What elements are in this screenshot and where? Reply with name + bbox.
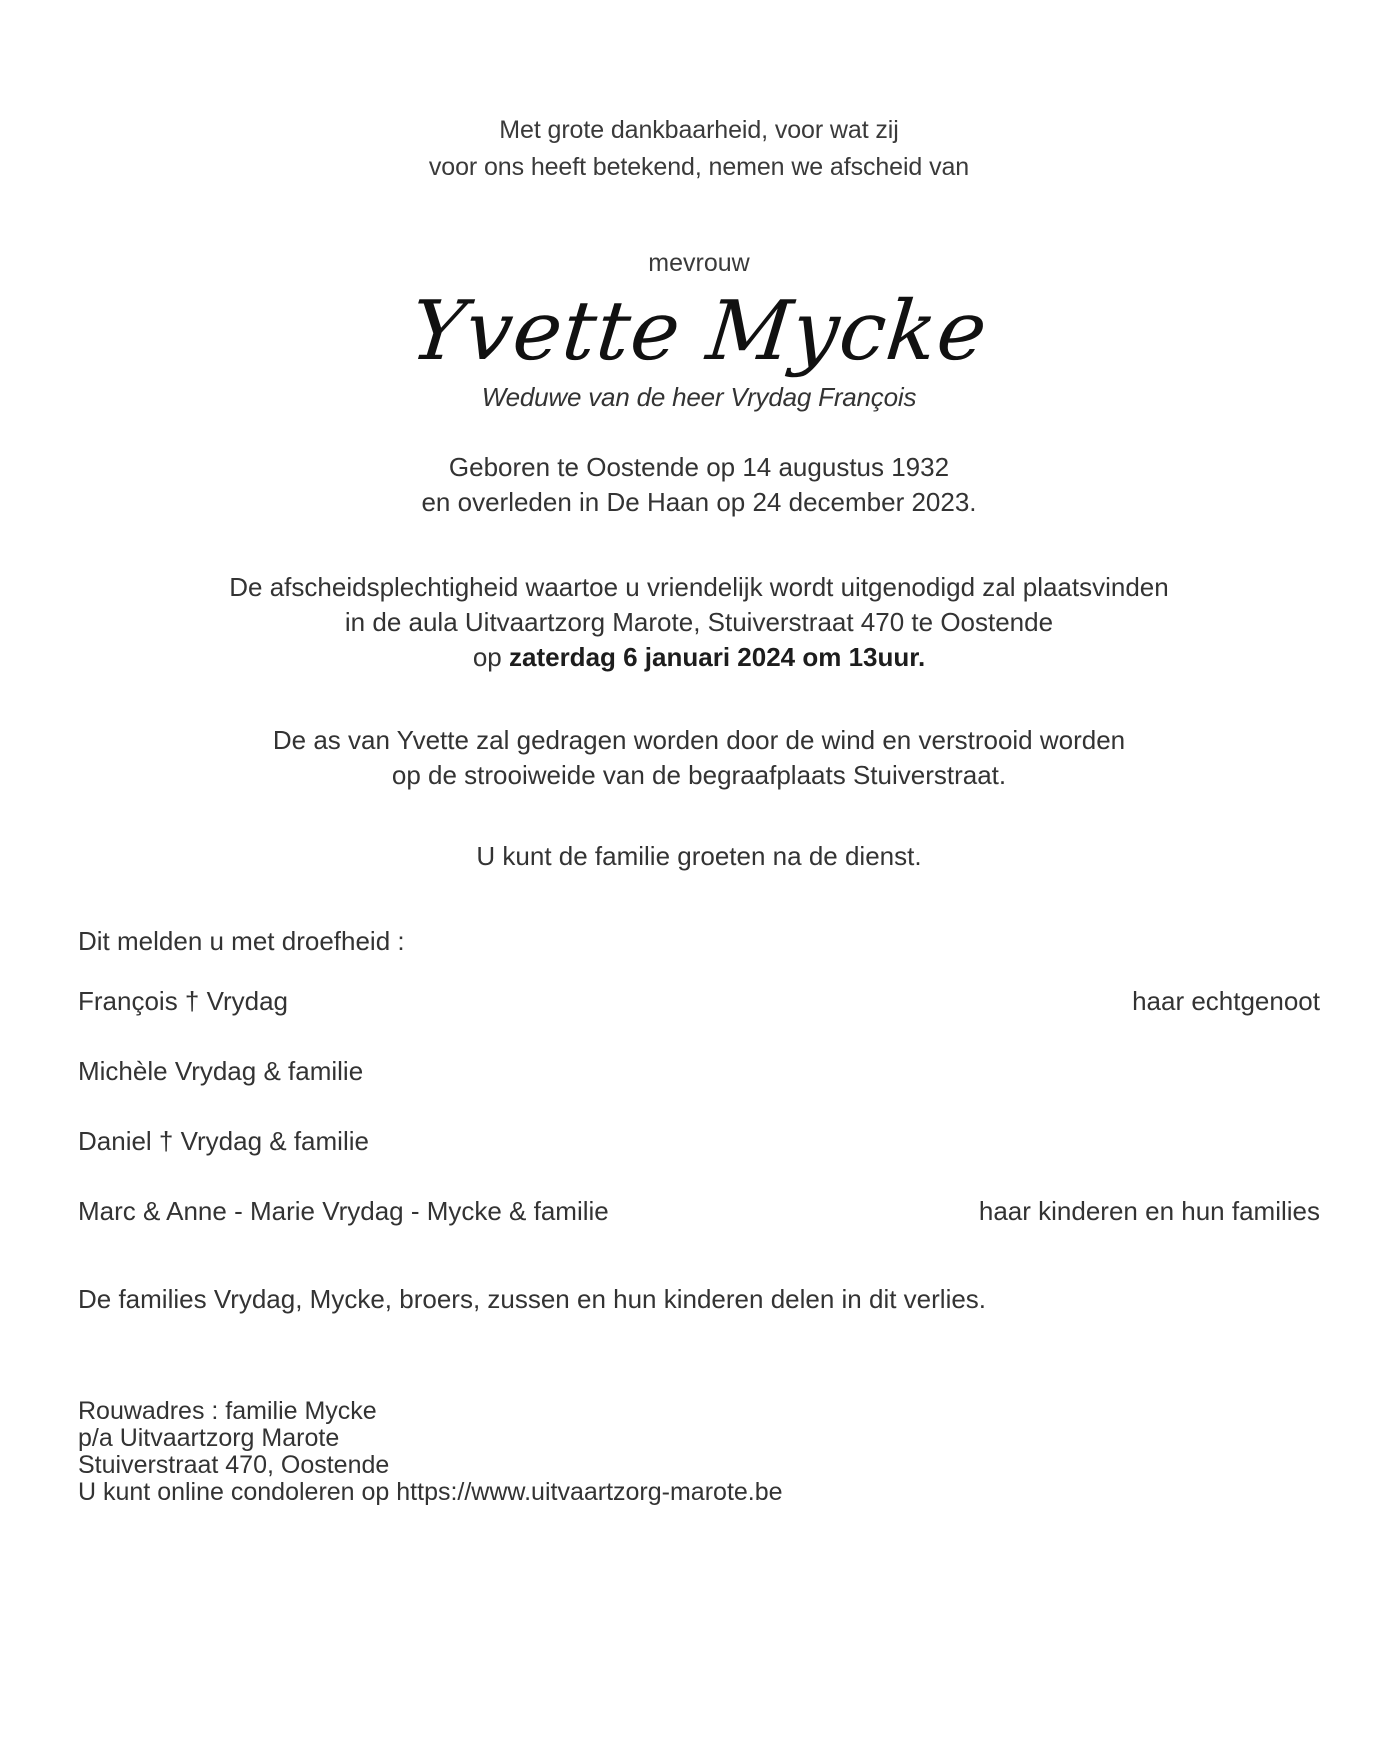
family-member-name: François † Vrydag [78, 986, 289, 1016]
deceased-full-name: Yvette Mycke [406, 284, 992, 379]
ceremony-line-1: De afscheidsplechtigheid waartoe u vriendelijk wordt uitgenodigd zal plaatsvinden [229, 572, 1169, 602]
ashes-details [78, 723, 1320, 793]
address-line-2: p/a Uitvaartzorg Marote [78, 1424, 340, 1452]
address-line-1: Rouwadres : familie Mycke [78, 1397, 377, 1425]
ashes-line-1: De as van Yvette zal gedragen worden door de wind en verstrooid worden [272, 725, 1126, 755]
family-member-name: Michèle Vrydag & familie [78, 1056, 364, 1086]
address-line-3: Stuiverstraat 470, Oostende [78, 1451, 390, 1479]
salutation: mevrouw [648, 249, 750, 277]
family-row [78, 1194, 1320, 1228]
ceremony-line-3 [78, 640, 1320, 675]
family-list [78, 984, 1320, 1228]
family-row [78, 1054, 1320, 1088]
announcement-intro: Dit melden u met droefheid : [78, 926, 405, 956]
address-line-4: U kunt online condoleren op https://www.uitvaartzorg-marote.be [78, 1478, 783, 1506]
greeting-note: U kunt de familie groeten na de dienst. [476, 841, 922, 871]
ceremony-prefix: op [472, 642, 509, 672]
family-member-role: haar kinderen en hun families [978, 1196, 1320, 1226]
mourning-address [78, 1398, 1320, 1506]
ceremony-details [78, 570, 1320, 675]
life-dates [78, 450, 1320, 520]
intro-line-1: Met grote dankbaarheid, voor wat zij [499, 116, 899, 144]
death-line: en overleden in De Haan op 24 december 2023. [421, 487, 977, 517]
family-member-role: haar echtgenoot [1132, 986, 1320, 1016]
spouse-line: Weduwe van de heer Vrydag François [481, 382, 917, 412]
birth-line: Geboren te Oostende op 14 augustus 1932 [448, 452, 950, 482]
intro-text [78, 112, 1320, 186]
family-row [78, 984, 1320, 1018]
family-member-name: Marc & Anne - Marie Vrydag - Mycke & familie [78, 1196, 609, 1226]
ashes-line-2: op de strooiweide van de begraafplaats Stuiverstraat. [391, 760, 1007, 790]
intro-line-2: voor ons heeft betekend, nemen we afscheid van [428, 153, 970, 181]
family-member-name: Daniel † Vrydag & familie [78, 1126, 369, 1156]
family-row [78, 1124, 1320, 1158]
families-note: De families Vrydag, Mycke, broers, zussen en hun kinderen delen in dit verlies. [78, 1284, 987, 1314]
deceased-name [73, 280, 1326, 384]
ceremony-line-2: in de aula Uitvaartzorg Marote, Stuiverstraat 470 te Oostende [344, 607, 1054, 637]
ceremony-datetime: zaterdag 6 januari 2024 om 13uur. [508, 642, 926, 672]
